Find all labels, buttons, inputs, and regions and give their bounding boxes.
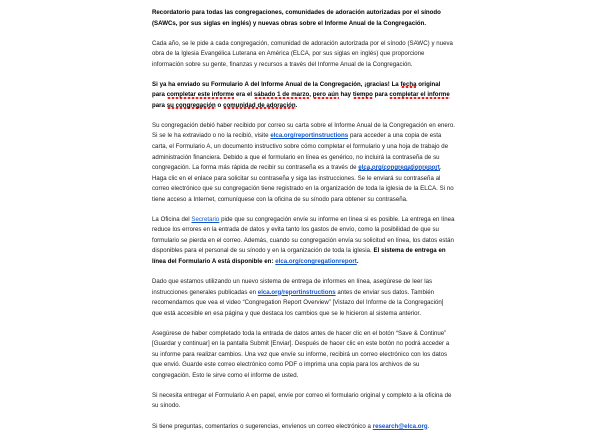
paragraph-letter-and-password [152, 121, 455, 205]
text-segment: . Haga clic en el enlace para solicitar su contraseña y siga las instrucciones. Se le enviará su contraseña al correo electrónico que su congregación tiene registrado en la organización de toda la iglesia de la ELCA. Si no tiene acceso a Internet, comuníquese con la oficina de su sínodo para obtener su contraseña. [152, 164, 454, 203]
spellcheck-phrase-sabado-1-de-marzo: sábado 1 de marzo [254, 91, 309, 99]
text-segment: o [216, 102, 223, 109]
text-segment: para [152, 102, 167, 109]
paragraph-annual-report-intro [152, 39, 455, 71]
spellcheck-phrase-completar-el-informe: completar el informe [389, 91, 449, 99]
text-segment: hay [339, 91, 353, 98]
link-congregation-report-2[interactable]: elca.org/congregationreport [275, 258, 357, 265]
text-segment: . [428, 423, 430, 430]
text-segment: Dado que estamos utilizando un nuevo sistema de entrega de informes en línea, asegúrese de leer las instrucciones generales publicadas en [152, 278, 432, 296]
link-congregation-report[interactable]: elca.org/congregationreport [358, 164, 440, 171]
text-segment: original para [152, 81, 440, 99]
spellcheck-word-tiempo: tiempo [353, 91, 373, 99]
paragraph-text: Asegúrese de haber completado toda la entrada de datos antes de hacer clic en el botón “Save & Continue” [Guardar y continuar] en la pantalla Submit [Enviar]. Después de hacer clic en este botón no podrá acceder a su informe para realizar cambios. Una vez que envíe su informe, recibirá un correo electrónico con los datos que envió. Guarde este correo electrónico como PDF o imprima una copia para los archivos de su congregación. Esto le sirve como el informe de usted. [152, 330, 449, 379]
link-report-instructions-2[interactable]: elca.org/reportinstructions [258, 289, 336, 296]
paragraph-paper-submission [152, 391, 455, 412]
paragraph-text: Si necesita entregar el Formulario A en papel, envíe por correo el formulario original y completo a la oficina de su sínodo. [152, 392, 451, 410]
bold-system-available: El sistema de entrega en línea del Formulario A está disponible en: [152, 247, 446, 265]
paragraph-text: Cada año, se le pide a cada congregación, comunidad de adoración autorizada por el sínodo (SAWC) y nueva obra de la Iglesia Evangélica Luterana en América (ELCA, por sus siglas en inglés) que proporcione información sobre su gente, finanzas y recursos a través del Informe Anual de la Congregación. [152, 40, 453, 68]
paragraph-text: Recordatorio para todas las congregaciones, comunidades de adoración autorizadas por el sínodo (SAWCs, por sus siglas en inglés) y nuevas obras sobre el Informe Anual de la Congregación. [152, 9, 441, 27]
text-segment: Si tiene preguntas, comentarios o sugerencias, envíenos un correo electrónico a [152, 423, 373, 430]
paragraph-online-submission [152, 215, 455, 268]
text-segment: . [357, 258, 359, 265]
text-segment: era el [234, 91, 254, 98]
text-segment: . [296, 102, 298, 109]
paragraph-deadline-notice [152, 80, 455, 112]
spellcheck-word-fecha: fecha [401, 81, 417, 89]
link-secretario[interactable]: Secretario [191, 216, 219, 223]
text-segment: Su congregación debió haber recibido por correo su carta sobre el Informe Anual de la Congregación en enero. Si se le ha extraviado o no la recibió, visite [152, 122, 455, 140]
text-segment: , [309, 91, 313, 98]
text-segment: La Oficina del [152, 216, 191, 223]
spellcheck-phrase-completar-este-informe: completar este informe [167, 91, 234, 99]
text-segment: para [373, 91, 390, 98]
link-report-instructions[interactable]: elca.org/reportinstructions [270, 132, 348, 139]
text-segment: para acceder a una copia de esta carta, el Formulario A, un documento instructivo sobre cómo completar el formulario y una hoja de trabajo de administración financiera. Debido a que el formulario en línea es genérico, no incluirá la contraseña de su congregación. La forma más rápida de recibir su contraseña es a través de [152, 132, 448, 171]
paragraph-save-and-continue [152, 329, 455, 382]
paragraph-contact [152, 422, 455, 432]
link-research-email[interactable]: research@elca.org [373, 423, 428, 430]
paragraph-reminder-heading [152, 8, 455, 29]
paragraph-new-system-instructions [152, 277, 455, 319]
text-segment: antes de enviar sus datos. También recomendamos que vea el video “Congregation Report Overview” [Vistazo del Informe de la Congregación] que está accesible en esa página y que destaca los cambios que se le hicieron al sistema anterior. [152, 289, 443, 317]
spellcheck-phrase-pero-aun: pero aún [313, 91, 339, 99]
text-segment: pide que su congregación envíe su informe en línea si es posible. La entrega en línea reduce los errores en la entrada de datos y evita tanto los gastos de envío, como la posibilidad de que su formulario se pierda en el correo. Además, cuando su congregación envía su solicitud en línea, los datos están disponibles para el personal de su sínodo y en la organización de toda la iglesia. [152, 216, 454, 255]
spellcheck-phrase-comunidad-de-adoracion: comunidad de adoración [223, 102, 296, 110]
spellcheck-phrase-su-congregacion: su congregación [167, 102, 216, 110]
text-segment: Si ya ha enviado su Formulario A del Informe Anual de la Congregación, ¡gracias! La [152, 81, 401, 88]
